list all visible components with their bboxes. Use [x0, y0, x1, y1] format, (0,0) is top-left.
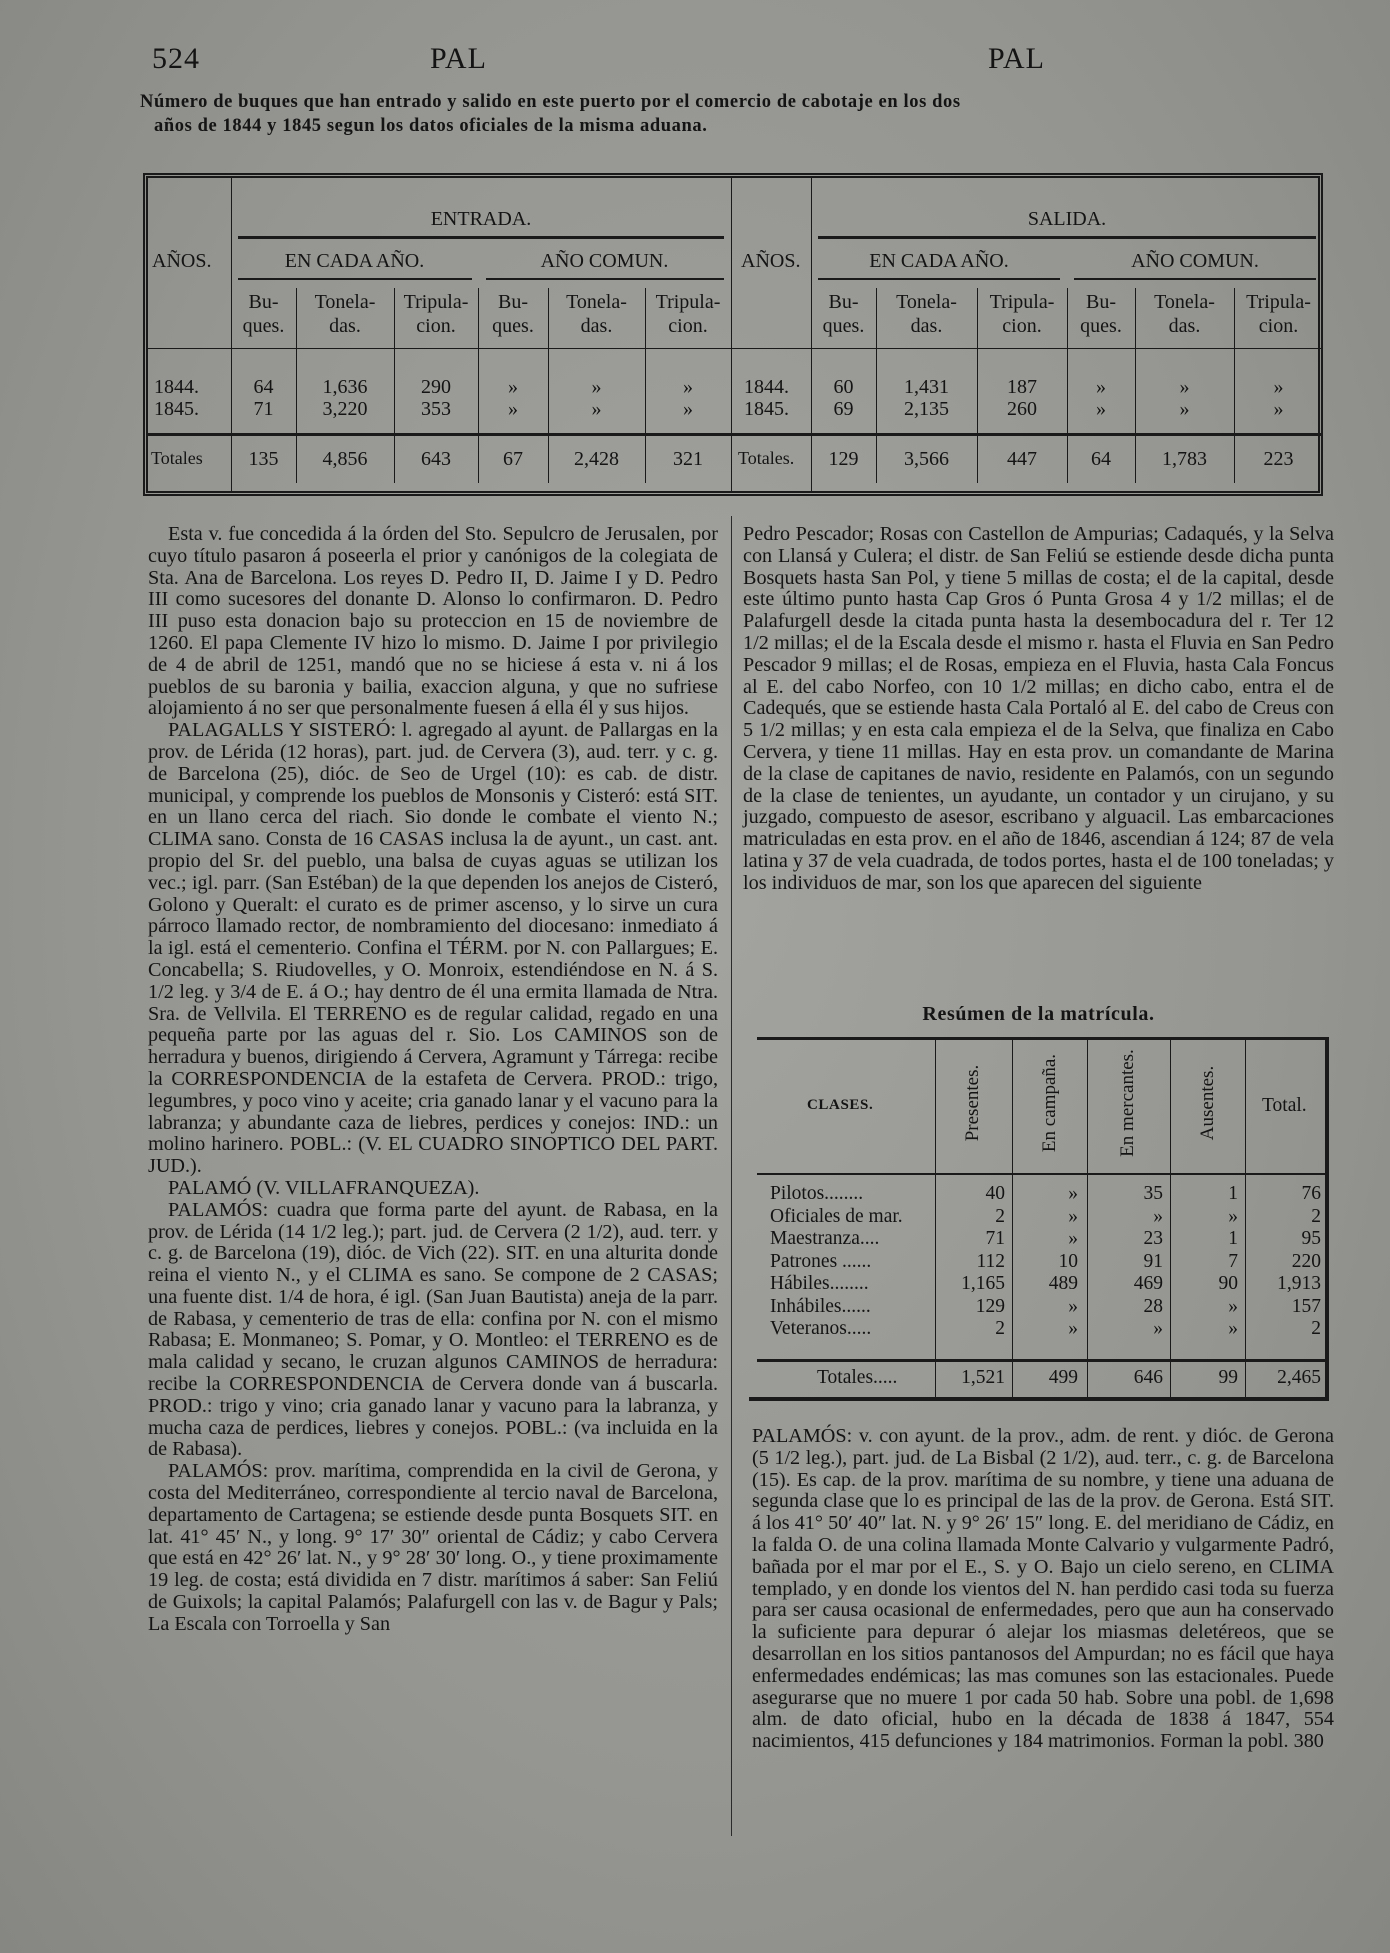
subhead-buques: Bu- ques.: [492, 291, 534, 337]
col-ausentes: Ausentes.: [1197, 1065, 1218, 1141]
subhead-tripulacion: Tripula- cion.: [989, 291, 1055, 337]
cell: »: [1096, 376, 1106, 398]
row-year: 1844.: [154, 376, 199, 398]
cell: 321: [673, 448, 703, 470]
clases-heading: CLASES.: [807, 1097, 874, 1113]
cell: 71: [253, 398, 274, 420]
cell: 129: [975, 1295, 1005, 1317]
cell: 1,783: [1162, 448, 1207, 470]
page-number: 524: [152, 42, 200, 75]
ano-comun-entrada: AÑO COMUN.: [540, 250, 669, 272]
paragraph: PALAMÓ (V. VILLAFRANQUEZA).: [168, 1176, 480, 1199]
cell: 28: [1143, 1295, 1163, 1317]
col-en-campana: En campaña.: [1039, 1053, 1060, 1153]
cell: 353: [421, 398, 451, 420]
subhead-buques: Bu- ques.: [242, 291, 285, 337]
col-en-mercantes: En mercantes.: [1117, 1049, 1138, 1157]
subhead-buques: Bu- ques.: [822, 291, 865, 337]
cell: 290: [421, 376, 451, 398]
cell: 1,431: [904, 376, 949, 398]
col-presentes: Presentes.: [962, 1064, 983, 1142]
row-label: Maestranza....: [770, 1228, 880, 1249]
cell: »: [1068, 1295, 1078, 1317]
col-total: Total.: [1262, 1095, 1307, 1116]
subhead-toneladas: Tonela- das.: [1154, 291, 1215, 337]
cell: 91: [1143, 1250, 1163, 1272]
caption-line-1: Número de buques que han entrado y salido en este puerto por el comercio de cabotaje en los dos: [140, 92, 961, 112]
en-cada-ano-entrada: EN CADA AÑO.: [284, 250, 425, 272]
cell: 95: [1301, 1228, 1321, 1249]
ano-comun-salida: AÑO COMUN.: [1131, 250, 1259, 272]
cell: 489: [1048, 1273, 1078, 1294]
subhead-tripulacion: Tripula- cion.: [403, 291, 469, 337]
row-label: Patrones ......: [770, 1250, 872, 1272]
cell: 67: [503, 448, 523, 470]
cell: »: [1068, 1183, 1078, 1204]
cell: 60: [833, 376, 854, 398]
cell: »: [508, 376, 518, 398]
paragraph: PALAMÓS: prov. marítima, comprendida en la civil de Gerona, y costa del Mediterráneo, correspondiente al tercio naval de Barcelona, departamento de Cartagena; se estiende desde punta Bosquets SIT. en lat. 41° 45′ N., y long. 9° 17′ 30″ oriental de Cádiz; y cabo Cervera que está en 42° 26′ lat. N., y 9° 28′ 30′ long. O., y tiene proximamente 19 leg. de costa; está dividida en 7 distr. marítimos á saber: San Feliú de Guixols; la capital Palamós; Palafurgell con las v. de Bagur y Pals; La Escala con Torroella y San: [148, 1460, 718, 1635]
row-year: 1845.: [744, 398, 789, 420]
cell: »: [1273, 398, 1284, 420]
totals-label: Totales: [151, 448, 203, 468]
resumen-title: Resúmen de la matrícula.: [922, 1003, 1155, 1025]
cell: 220: [1291, 1250, 1321, 1272]
cell: »: [591, 376, 602, 398]
cell: »: [1096, 398, 1106, 420]
cell: 2,465: [1277, 1367, 1321, 1388]
paragraph: PALAMÓS: cuadra que forma parte del ayunt. de Rabasa, en la prov. de Lérida (14 1/2 leg.); part. jud. de Cervera (2 1/2), aud. terr. y c. g. de Barcelona (19), dióc. de Vich (22). SIT. en una alturita donde reina el viento N., y el CLIMA es sano. Se compone de 2 CASAS; una fuente dist. 1/4 de hora, é igl. (San Juan Bautista) aneja de la parr. de Rabasa, y cementerio de tras de ella: confina por N. con el mismo Rabasa; E. Monmaneo; S. Pomar, y O. Montleo: el TERRENO es de mala calidad y secano, le cruzan algunos CAMINOS de herradura: recibe la CORRESPONDENCIA de Cervera donde van á buscarla. PROD.: trigo y vino; cria ganado lanar y vacuno para la labranza, y mucha caza de perdices, liebres y conejos. POBL.: (va incluida en la de Rabasa).: [148, 1198, 718, 1461]
cell: 2: [995, 1318, 1005, 1339]
cell: 2,428: [574, 448, 619, 470]
cell: 260: [1007, 398, 1037, 420]
cell: 64: [1091, 448, 1111, 470]
subhead-tripulacion: Tripula- cion.: [1246, 291, 1311, 337]
salida-heading: SALIDA.: [1027, 208, 1107, 230]
right-running-head: PAL: [988, 42, 1045, 75]
totals-label: Totales.: [738, 448, 795, 468]
subhead-tripulacion: Tripula- cion.: [655, 291, 721, 337]
cell: 1: [1228, 1228, 1238, 1249]
cell: 3,220: [322, 398, 368, 420]
cell: »: [683, 398, 693, 420]
cell: »: [683, 376, 693, 398]
cell: 71: [985, 1228, 1005, 1249]
cell: 76: [1301, 1183, 1321, 1204]
cell: 1,165: [961, 1273, 1005, 1294]
row-label: Oficiales de mar.: [770, 1205, 903, 1227]
cell: 1,636: [322, 376, 368, 398]
cell: 2: [1311, 1318, 1321, 1339]
cell: 643: [421, 448, 451, 470]
cell: 10: [1058, 1250, 1078, 1272]
anos-heading-salida: AÑOS.: [741, 250, 801, 272]
cell: 99: [1218, 1367, 1238, 1388]
column-divider: [731, 516, 732, 1836]
subhead-buques: Bu- ques.: [1080, 291, 1122, 337]
cell: »: [1179, 376, 1190, 398]
cell: 64: [253, 376, 274, 398]
cell: 2: [1311, 1205, 1321, 1227]
subhead-toneladas: Tonela- das.: [896, 291, 957, 337]
left-column: [148, 524, 718, 1636]
cell: 1,521: [961, 1367, 1005, 1388]
cell: »: [1228, 1318, 1238, 1339]
caption-line-2: años de 1844 y 1845 segun los datos oficiales de la misma aduana.: [154, 116, 708, 136]
cell: 187: [1007, 376, 1037, 398]
cell: 1,913: [1277, 1273, 1321, 1294]
cell: »: [1153, 1318, 1163, 1339]
row-year: 1844.: [744, 376, 789, 398]
cell: 223: [1263, 448, 1294, 470]
cell: 7: [1228, 1250, 1238, 1272]
table-caption: [140, 90, 1320, 138]
totals-label: Totales.....: [817, 1367, 898, 1388]
left-running-head: PAL: [430, 42, 487, 75]
cell: 69: [833, 398, 854, 420]
cell: »: [1068, 1228, 1078, 1249]
cell: 499: [1048, 1367, 1078, 1388]
cell: 3,566: [904, 448, 949, 470]
cell: »: [1068, 1205, 1078, 1227]
paragraph: PALAMÓS: v. con ayunt. de la prov., adm. de rent. y dióc. de Gerona (5 1/2 leg.), part. jud. de La Bisbal (2 1/2), aud. terr., c. g. de Barcelona (15). Es cap. de la prov. marítima de su nombre, y tiene una aduana de segunda clase que lo es principal de las de la prov. de Gerona. Está SIT. á los 41° 50′ 40″ lat. N. y 9° 26′ 15″ long. E. del meridiano de Cádiz, en la falda O. de una colina llamada Monte Calvario y vulgarmente Padró, bañada por el mar por el E., S. y O. Bajo un cielo sereno, en CLIMA templado, y en donde los vientos del N. han perdido casi toda su fuerza para ser causa ocasional de enfermedades, pero que aun ha conservado la suficiente para depurar ó alejar los miasmas deletéreos, que se desarrollan en los sitios pantanosos del Ampurdan; no es fácil que haya enfermedades endémicas; las mas comunes son las estacionales. Puede asegurarse que no muere 1 por cada 50 hab. Sobre una pobl. de 1,698 alm. de dato oficial, hubo en la década de 1838 á 1847, 554 nacimientos, 415 defunciones y 184 matrimonios. Forman la pobl. 380: [752, 1425, 1334, 1753]
cell: 157: [1291, 1295, 1321, 1317]
cell: »: [1228, 1205, 1238, 1227]
row-label: Veteranos.....: [770, 1318, 872, 1339]
cell: 112: [976, 1250, 1005, 1272]
subhead-toneladas: Tonela- das.: [566, 291, 627, 337]
resumen-table: [757, 1037, 1329, 1402]
cell: 35: [1143, 1183, 1163, 1204]
cell: 4,856: [322, 448, 368, 470]
cell: 135: [248, 448, 279, 470]
cell: »: [591, 398, 602, 420]
row-label: Hábiles........: [770, 1273, 869, 1294]
cell: 129: [828, 448, 859, 470]
right-column-bottom: [752, 1426, 1334, 1753]
cell: 646: [1133, 1367, 1163, 1388]
cell: 2: [995, 1205, 1005, 1227]
cell: »: [1068, 1318, 1078, 1339]
cell: »: [1153, 1205, 1163, 1227]
cell: »: [1228, 1295, 1238, 1317]
anos-heading-entrada: AÑOS.: [152, 250, 212, 272]
cell: 40: [985, 1183, 1005, 1204]
cell: »: [1273, 376, 1284, 398]
cell: 2,135: [904, 398, 949, 420]
cell: »: [1179, 398, 1190, 420]
cell: 90: [1218, 1273, 1238, 1294]
cell: 469: [1133, 1273, 1163, 1294]
row-label: Inhábiles......: [770, 1295, 871, 1317]
paragraph: Pedro Pescador; Rosas con Castellon de Ampurias; Cadaqués, y la Selva con Llansá y Culera; el distr. de San Feliú se estiende desde dicha punta Bosquets hasta San Pol, y tiene 5 millas de costa; el de la capital, desde este último punto hasta Cap Gros ó Punta Grosa 4 y 1/2 millas; el de Palafurgell desde la citada punta hasta la desembocadura del r. Ter 12 1/2 millas; el de la Escala desde el mismo r. hasta el Fluvia en San Pedro Pescador 9 millas; el de Rosas, empieza en el Fluvia, hasta Cala Foncus al E. del cabo Norfeo, con 10 1/2 millas; en dicho cabo, entra el de Cadequés, que se estiende hasta Cala Portaló al E. del cabo de Creus con 5 1/2 millas; y en esta cala empieza el de la Selva, que finaliza en Cabo Cervera, y tiene 11 millas. Hay en esta prov. un comandante de Marina de la clase de capitanes de navio, residente en Palamós, con un segundo de la clase de tenientes, un ayudante, un contador y un cirujano, y su juzgado, compuesto de asesor, escribano y alguacil. Las embarcaciones matriculadas en esta prov. en el año de 1846, ascendian á 124; 87 de vela latina y 37 de vela cuadrada, de todos portes, hasta el de 100 toneladas; y los individuos de mar, son los que aparecen del siguiente: [743, 523, 1334, 894]
row-year: 1845.: [154, 398, 199, 420]
cell: 447: [1007, 448, 1037, 470]
entrada-heading: ENTRADA.: [430, 208, 532, 230]
row-label: Pilotos........: [770, 1183, 864, 1204]
en-cada-ano-salida: EN CADA AÑO.: [869, 250, 1009, 272]
cell: 1: [1228, 1183, 1238, 1204]
paragraph: Esta v. fue concedida á la órden del Sto. Sepulcro de Jerusalen, por cuyo título pasaron á poseerla el prior y canónigos de la colegiata de Sta. Ana de Barcelona. Los reyes D. Pedro II, D. Jaime I y D. Pedro III como sucesores del donante D. Alonso lo confirmaron. D. Pedro III puso esta donacion bajo su proteccion en 15 de noviembre de 1260. El papa Clemente IV hizo lo mismo. D. Jaime I por privilegio de 4 de abril de 1251, mandó que no se hiciese á esta v. ni á los pueblos de su baronia y bailia, exaccion alguna, y que no sufriese alojamiento á no ser que personalmente fuesen á ella él y sus hijos.: [148, 523, 718, 720]
right-column-top: [743, 524, 1334, 895]
cell: 23: [1143, 1228, 1163, 1249]
paragraph: PALAGALLS Y SISTERÓ: l. agregado al ayunt. de Pallargas en la prov. de Lérida (12 horas), part. jud. de Cervera (3), aud. terr. y c. g. de Barcelona (25), dióc. de Seo de Urgel (10): es cab. de distr. municipal, y comprende los pueblos de Monsonis y Cisteró: está SIT. en un llano cerca del riach. Sio donde le combate el viento N.; CLIMA sano. Consta de 16 CASAS inclusa la de ayunt., un cast. ant. propio del Sr. del pueblo, una balsa de cuyas aguas se utilizan los vec.; igl. parr. (San Estéban) de la que dependen los anejos de Cisteró, Golono y Queralt: el curato es de primer ascenso, y lo sirve un cura párroco llamado rector, de nombramiento del diocesano: inmediato á la igl. está el cementerio. Confina el TÉRM. por N. con Pallargues; E. Concabella; S. Riudovelles, y O. Monroix, estendiéndose en N. á S. 1/2 leg. y 3/4 de E. á O.; hay dentro de él una ermita llamada de Ntra. Sra. de Vellvila. El TERRENO es de regular calidad, regado en una pequeña parte por las aguas del r. Sio. Los CAMINOS son de herradura y buenos, dirigiendo á Cervera, Agramunt y Tárrega: recibe la CORRESPONDENCIA de la estafeta de Cervera. PROD.: trigo, legumbres, y poco vino y aceite; cria ganado lanar y el vacuno para la labranza; y abundante caza de liebres, perdices y conejos: IND.: un molino harinero. POBL.: (V. EL CUADRO SINOPTICO DEL PART. JUD.).: [148, 719, 718, 1178]
subhead-toneladas: Tonela- das.: [314, 291, 376, 337]
cell: »: [508, 398, 518, 420]
cabotaje-table: [143, 173, 1323, 496]
